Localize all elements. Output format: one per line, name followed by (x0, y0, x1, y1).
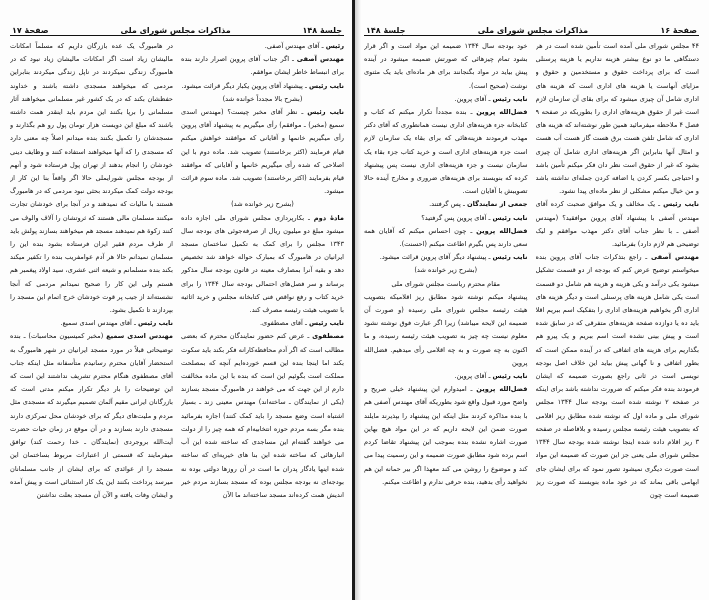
speech-paragraph (181, 40, 344, 53)
speaker-name: مادهٔ دوم (313, 213, 344, 222)
paragraph-text: پیشنهاد میکنم نوشته شود مطابق ریز اقلامیکه بتصویب هیئت رئیسه مجلس شورای ملی رسیده (و صورت آن ضمیمه این لایحه میباشد) زیرا اگر عبارت فوق نوشته نشود معلوم نیست چه چیز به تصویب هیئت رئیسه رسیده، و ما اکنون به چه صورت و به چه اقلامی رأی میدهیم. فضل‌الله پروین (364, 292, 528, 367)
paragraph-text: ـ آقای مهندس آصفی. (264, 42, 326, 50)
publication-title: مذاکرات مجلس شورای ملی (477, 26, 589, 35)
speaker-name: مهندس آصفی (650, 253, 699, 262)
speaker-name: جمعی از نمایندگان (467, 200, 528, 209)
speech-paragraph (364, 383, 528, 489)
text-paragraph (10, 40, 173, 317)
paragraph-text: ـ بکارپردازی مجلس شورای ملی اجازه داده میشود مبلغ دو میلیون ریال از صرفه‌جوئی های بودجه سال ۱۳۴۳ مجلس را برای کمک به تکمیل ساختمان مسجد ایرانیان در هامبورگ که بمبارک حواله خواهد شد تخصیص دهد و بقیه آنرا بمصارف معینه در قانون بودجه سال مذکور برساند و سر فصل‌های احتمالی بودجه سال ۱۳۴۴ را برای خرید کتاب و رفع نواقص فنی کتابخانه مجلس و خرید اثاثیه با تصویب هیئت رئیسه مصرف کند. (181, 213, 344, 315)
paragraph-text: ـ آقای پروین پس گرفتید؟ (421, 213, 493, 222)
paragraph-text: ـ چون احساس میکنم که آقایان همه سعی دارند پس بگیرم اطاعت میکنم (احسنت). (364, 226, 528, 249)
paragraph-text: ـ اگر جناب آقای پروین اصرار دارند بنده برای انبساط خاطر ایشان موافقم. (181, 55, 344, 77)
paragraph-text: ـ امیدوارم این پیشنهاد خیلی صریح و واضح مورد قبول واقع شود بطوریکه آقای مهندس آصفی هم با بنده مذاکره کردند مثل اینکه این پیشنهاد را بپذیرند مایلند صورت ضمن این لایحه داریم که در این مواد هیچ بهاین صورت اشاره نشده بنده بموجب این پیشنهاد تقاضا کردم اسم برده شود مطابق صورت ضمیمه و این رسمیت پیدا می کند و موضوع را روشن می کند معهذا اگر بیر حمانه این هم نخواهید رأی بدهید، بنده حرفی ندارم و اطاعت میکنم. (364, 385, 528, 486)
speaker-name: مهندس آصفی (296, 55, 344, 64)
right-page-right-column (536, 40, 700, 600)
left-page-left-column (10, 40, 173, 600)
publication-title: مذاکرات مجلس شورای ملی (120, 26, 231, 35)
speech-paragraph (536, 251, 700, 502)
left-page-header (10, 22, 344, 36)
left-page-right-column (181, 40, 344, 600)
paragraph-text: ۴۴ مجلس شورای ملی آمده است تأمین شده است در هر دستگاهی ما دو نوع بیشتر هزینه نداریم یا هزینه پرسنلی است که برای پرداخت حقوق و مستخدمین و حقوق و مزایای آنهاست یا هزینه های اداری است که هزینه های اداری شامل آن چیزی میشود که برای بقای آن سازمان لازم است غیر از حقوق هزینه‌های اداری را بطوریکه در صفحه ۹ فصل ۴ ملاحظه میفرمائید همین طور نوشته‌اند که هزینه های اداری که شامل تلفن هست برق هست گاز هست آب هست و امثال آنها بنابراین اگر هزینه‌های اداری شامل آن چیزی بشود که غیر از حقوق است نظر دان فکر میکنم تأمین باشد و احتیاجی بکسر کردن یا اضافه کردن جمله‌ای نداشته باشد و من خیال میکنم مشکلی از نظر ماده‌ای پیدا نشود. (535, 42, 699, 196)
speech-paragraph (181, 106, 344, 198)
left-page (0, 0, 354, 600)
speaker-name: فضل‌الله پروین (476, 108, 528, 117)
speech-paragraph (364, 212, 528, 225)
speech-paragraph (10, 330, 173, 502)
right-page-header (364, 22, 699, 36)
speech-paragraph (536, 198, 700, 251)
centered-note (364, 278, 528, 291)
text-paragraph (364, 40, 528, 93)
paragraph-text: (بشرح بالا مجدداً خوانده شد) (222, 94, 303, 103)
speech-paragraph (364, 93, 528, 106)
speaker-name: نایب رئیس (492, 372, 528, 381)
speaker-name: نایب رئیس (307, 108, 344, 117)
gutter-shadow (355, 0, 361, 600)
speech-paragraph (364, 198, 528, 211)
text-paragraph (536, 40, 700, 198)
speaker-name: رئیس (325, 42, 344, 50)
speech-paragraph (181, 212, 344, 318)
paragraph-text: ـ آقای مهندس اسدی سمیع. (60, 319, 138, 328)
paragraph-text: (بشرح زیر خوانده شد) (414, 266, 478, 275)
paragraph-text: ـ آقای پروین. (454, 94, 493, 103)
speech-paragraph (364, 370, 528, 383)
speaker-name: مهندس اسدی سمیع (106, 332, 173, 341)
right-page (354, 0, 709, 600)
speaker-name: نایب رئیس (492, 253, 528, 262)
text-paragraph (364, 291, 528, 370)
paragraph-text: ـ پیشنهاد دیگر آقای پروین قرائت میشود. (379, 253, 493, 262)
speaker-name: فضل‌الله پروین (476, 226, 528, 235)
paragraph-text: در هامبورگ یک عده بازرگان داریم که مسلماً امکانات مالیشان زیاد است اگر امکانات مالیشان زیاد نبود که در هامبورگ زندگی نمیکردند در ناپل زندگی میکردند بنابراین مردمی که میخواهند مسجدی داشته باشند و خداوند حفظشان بکند که در یک کشور غیر مسلمانی میخواهند آثار مسلمانی را برپا بکنند این مردم باید اینقدر همت داشته باشند که مبلغ این دویست هزار تومان پول رو هم بگذارند و مسجدشان را تکمیل بکنند بنده میدانم اصلاً چه معنی دارد که مسجدی را که آنها میخواهند استفاده کنند و وظایف دینی خودشان را انجام بدهند از تهران پول فرستاده شود و آنهم از بودجه مجلس شورایملی حالا اگر واقعاً بنا این کار از بودجه دولت کمک میکردند بحثی نبود مردمی که در هامبورگ هستند با مالیات که نمیدهند و در آنجا برای خودشان تجارت میکنند مسلمان مالی هستند که ثروتشان را آلاف والوف می کنند زکوة هم نمیدهند مسجد هم میخواهند بسازند پولش باید از طرف مردم فقیر ایران فرستاده بشود بنده این را مسلمان نمیدانم حالا هر آدم عوامفریب بنده را تکفیر میکند بکند بنده مسلمانم و شیعه اثنی عشری، سید اولاد پیغمبر هم هستم ولی این کار را صحیح نمیدانم مردمی که آنجا نشسته‌اند از جیب پر قوت خودشان خرج اتمام این مسجد را بپردازند تا تکمیل بشود. (10, 42, 173, 315)
right-page-left-column (364, 40, 528, 600)
page-number: صفحهٔ ۱۷ (12, 26, 49, 35)
speech-paragraph (364, 106, 528, 198)
centered-note (364, 264, 528, 277)
paragraph-text: ـ بنده مجدداً تکرار میکنم که کتاب و کتابخانه جزء هزینه‌های اداری نیست همانطوری که آقای دکتر مهذب فرمودند هزینه‌هائی که برای بقاء یک سازمان لازم است جزء هزینه‌های اداری است و خرید کتاب جزء بقاء یک سازمان نیست و جزء هزینه‌های اداری نیست پس پیشنهاد کرده که بنویسند برای هزینه‌های ضروری و مخارج آینده حالا تصویبش با آقایان است. (364, 108, 528, 196)
paragraph-text: ـ آقای مصطفوی. (259, 319, 309, 328)
speaker-name: مصطفوی (312, 332, 344, 341)
paragraph-text: (مخبر کمیسیون محاسبات) ـ بنده توضیحاتی قبلاً در مورد مسجد ایرانیان در شهر هامبورگ به استحضار آقایان محترم رسانیدم متأسفانه مثل اینکه جناب آقای مصطفوی هنگام محترم تشریف نداشتند این است که این توضیحات را بار دیگر تکرار میکنم مدتی است که بازرگانان ایرانی مقیم آلمان تصمیم میگیرند که مسجدی مثل مردم و ملیت‌های دیگر که برای خودشان محل تمرکزی دارند مسجدی دارند بسازند و در آن موقع در زمان حیات حضرت آیت‌الله بروجردی (نمایندگان ـ خدا رحمت کند) توافق میفرمایند که قسمتی از اعتبارات مربوط بساختمان این مسجد را از عوائدی که برای ایشان از جانب مسلمانان میرسد پرداخت بکنند این یک کار استثنائی است و پیش آمده و ایشان وفات یافته و الآن آن مسجد بعلت نداشتن (10, 332, 173, 499)
paragraph-text: مقام محترم ریاست مجلس شورای ملی (391, 279, 501, 288)
session-label: جلسهٔ ۱۴۸ (302, 26, 342, 35)
paragraph-text: (بشرح زیر خوانده شد) (231, 200, 294, 209)
speech-paragraph (10, 317, 173, 330)
session-label: جلسهٔ ۱۴۸ (366, 26, 406, 35)
paragraph-text: خود بودجه سال ۱۳۴۴ ضمیمه این مواد است و اگر قرار بشود تمام چیزهائی که صورتش ضمیمه میشود در آینده پیش بیاید در مواد بگنجانند برای هر ماده‌ای باید یک مثنوی نوشت (صحیح است). (364, 42, 528, 90)
speech-paragraph (364, 225, 528, 251)
speaker-name: فضل‌الله پروین (476, 385, 528, 394)
centered-note (181, 198, 344, 211)
speaker-name: نایب رئیس (138, 319, 173, 328)
speaker-name: نایب رئیس (492, 94, 528, 103)
speech-paragraph (364, 251, 528, 264)
speaker-name: نایب رئیس (309, 319, 344, 328)
speaker-name: نایب رئیس (663, 200, 699, 209)
centered-note (181, 93, 344, 106)
left-page-columns (10, 40, 344, 600)
speech-paragraph (181, 317, 344, 330)
paragraph-text: ـ یک مخالف و یک موافق صحبت کرده آقای مهندس آصفی با پیشنهاد آقای پروین موافقید؟ (مهندس آصفی ـ با نظر جناب آقای دکتر مهذب موافقم و لیک توضیحی هم لازم دارد) بفرمائید. (535, 200, 699, 249)
paragraph-text: ـ راجع بتذکرات جناب آقای پروین بنده میخواستم توضیح عرض کنم که بودجه از دو قسمت تشکیل میشود یکی درآمد و یکی هزینه و هزینه هم شامل دو قسمت است یکی شامل هزینه های پرسنلی است و دیگر هزینه های اداری اگر بخواهیم هزینه‌های اداری را بتفکیک اسم ببریم اقلا باید ده یا دوازده صفحه هزینه‌های متفرقی که در سابق شده است و پیش بینی نشده است اسم ببریم و یک پیرو هم بگذاریم برای هزینه های اتفاقی که در آینده ممکن است که بطور اتفاقی و نا گهانی پیش بیاید این خلاف اصل بودجه نویسی است در ثانی راجع بصورت ضمیمه که ایشان فرمودند بنده فکر میکنم که ضرورت نداشته باشد برای اینکه در صفحه ۲ نوشته شده است بودجه سال ۱۳۴۴ مجلس شورای ملی و ماده اول که نوشته شده مطابق ریز اقلامی که بتصویب هیئت رئیسه مجلس رسیده و بلافاصله در صفحه ۳ ریز اقلام داده شده اینجا نوشته شده بودجه سال ۱۳۴۴ مجلس شورای ملی یعنی جز این صورت که ضمیمه این مواد است صورت دیگری نمیشود تصور نمود که برای ایشان جای ابهامی باقی بماند که در خود ماده بنویسند که صورت ریز ضمیمه است چون (535, 253, 699, 499)
speech-paragraph (181, 53, 344, 79)
paragraph-text: ـ پیشنهاد آقای پروین یکبار دیگر قرائت میشود. (181, 81, 309, 90)
paragraph-text: ـ آقای پروین. (454, 372, 493, 381)
paragraph-text: ـ پس گرفتند. (429, 200, 467, 209)
page-number: صفحهٔ ۱۶ (660, 26, 697, 35)
speaker-name: نایب رئیس (492, 213, 528, 222)
speech-paragraph (181, 80, 344, 93)
paragraph-text: ـ نظر آقای مخبر چیست؟ (مهندس اسدی سمیع (مخبر) ـ موافقم) رأی میگیریم به پیشنهاد آقای پروین رأی میگیریم خانمها و آقایانی که موافقند خواهش میکنم قیام فرمایند (اکثر برخاستند) تصویب شد. ماده دوم با این اصلاحی که شده رأی میگیریم خانمها و آقایانی که موافقند قیام بفرمایند (اکثر برخاستند) تصویب شد. ماده سوم قرائت میشود. (181, 108, 344, 196)
paragraph-text: ـ عرض کنم حضور نمایندگان محترم که بعضی مطالب است که اگر آدم محافظه‌کارانه فکر بکند باید سکوت بکند اما اینجا بنده این قسم خورده‌ایم آنچه که بمصلحت مملکت است بگوئیم این است که بنده با این ماده مخالفت دارم از این جهت که می خواهند در هامبورگ مسجد بسازند (یکی از نمایندگان ـ ساخته‌اند) مهندس معینی زند ـ بسیار اشتباه است وضع مسجد را باید کمک کنند) اجازه بفرمائید بنده مگر بسه مردم حوزه انتخابیه‌ام که همه چیز را از دولت می خواهند گفته‌ام این مساجدی که ساخته شده این آب انبارهائی که ساخته شده این بنا های خیریه‌ای که ساخته شده اینها یادگار پدران ما است در آن روزها دولتی بوده نه بودجه‌ای نه بودجه مجلس بوده که مسجد بسازند مردم خیر اندیش همت کرده‌اند مسجد ساخته‌اند ما الآن (181, 332, 344, 499)
speaker-name: نایب رئیس (309, 81, 344, 90)
speech-paragraph (181, 330, 344, 502)
right-page-columns (364, 40, 699, 600)
